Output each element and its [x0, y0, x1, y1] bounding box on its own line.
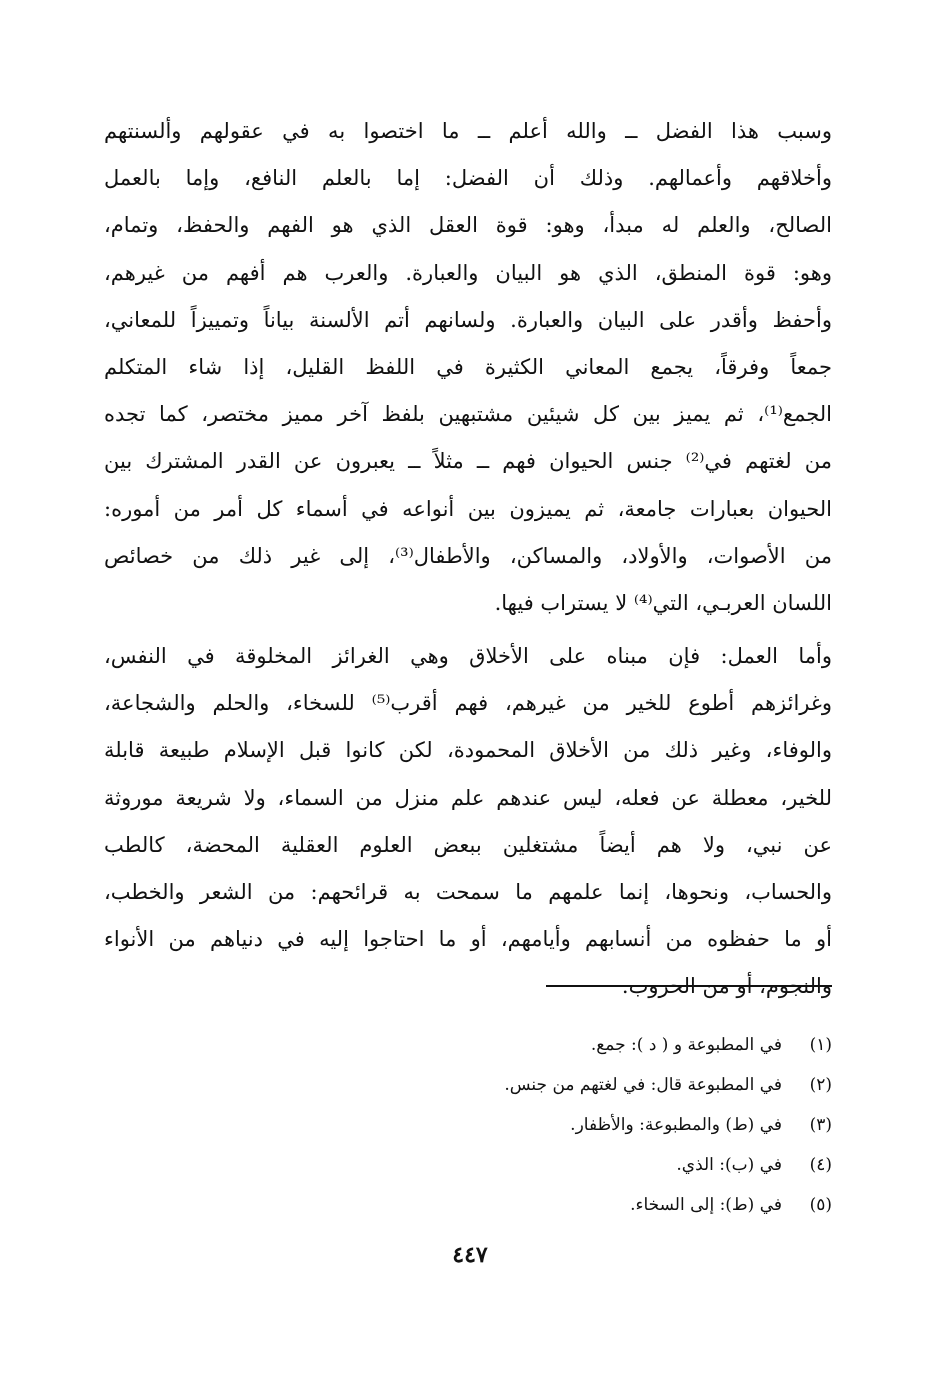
text-line: الحيوان بعبارات جامعة، ثم يميزون بين أنواعه في أسماء كل أمر من أموره: [104, 496, 832, 521]
text-line: وهو: قوة المنطق، الذي هو البيان والعبارة. والعرب هم أفهم من غيرهم، [104, 260, 832, 285]
footnote-number: (٥) [809, 1195, 832, 1215]
text-line: جمعاً وفرقاً، يجمع المعاني الكثيرة في اللفظ القليل، إذا شاء المتكلم [104, 354, 832, 379]
text-line: من الأصوات، والأولاد، والمساكن، والأطفال⁽³⁾، إلى غير ذلك من خصائص [104, 543, 832, 568]
footnote [104, 1185, 832, 1225]
main-text [104, 108, 832, 1011]
text-line: اللسان العربـي، التي⁽⁴⁾ لا يستراب فيها. [494, 590, 832, 615]
footnote-text: في (ب): الذي. [676, 1155, 782, 1175]
footnote-text: في (ط) والمطبوعة: والأظفار. [570, 1115, 782, 1135]
paragraph-1 [104, 108, 832, 627]
footnote-text: في المطبوعة قال: في لغتهم من جنس. [504, 1075, 782, 1095]
footnote-number: (٣) [809, 1115, 832, 1135]
text-line: وغرائزهم أطوع للخير من غيرهم، فهم أقرب⁽⁵⁾ للسخاء، والحلم والشجاعة، [104, 691, 832, 716]
text-line: عن نبي، ولا هم أيضاً مشتغلين ببعض العلوم العقلية المحضة، كالطب [104, 832, 832, 857]
text-line: وأخلاقهم وأعمالهم. وذلك أن الفضل: إما بالعلم النافع، وإما بالعمل [104, 166, 832, 191]
footnotes [104, 1025, 832, 1225]
text-line: من لغتهم في⁽²⁾ جنس الحيوان فهم ــ مثلاً ــ يعبرون عن القدر المشترك بين [104, 449, 832, 474]
text-line: للخير، معطلة عن فعله، ليس عندهم علم منزل من السماء، ولا شريعة موروثة [104, 785, 832, 810]
footnote [104, 1065, 832, 1105]
text-line: والنجوم، أو من الحروب. [621, 974, 832, 999]
footnote [104, 1025, 832, 1065]
footnote-number: (٢) [809, 1075, 832, 1095]
text-line: وأحفظ وأقدر على البيان والعبارة. ولسانهم أتم الألسنة بياناً وتمييزاً للمعاني، [104, 307, 832, 332]
text-line: والحساب، ونحوها، إنما علمهم ما سمحت به قرائحهم: من الشعر والخطب، [104, 880, 832, 904]
text-line: الجمع⁽¹⁾، ثم يميز بين كل شيئين مشتبهين بلفظ آخر مميز مختصر، كما تجده [104, 402, 832, 427]
text-line: والوفاء، وغير ذلك من الأخلاق المحمودة، لكن كانوا قبل الإسلام طبيعة قابلة [104, 738, 832, 763]
text-line: وأما العمل: فإن مبناه على الأخلاق وهي الغرائز المخلوقة في النفس، [104, 644, 832, 669]
text-line: الصالح، والعلم له مبدأ، وهو: قوة العقل الذي هو الفهم والحفظ، وتمام، [104, 213, 832, 238]
footnote-number: (١) [809, 1035, 832, 1055]
footnote-separator [546, 985, 832, 987]
footnote [104, 1145, 832, 1185]
footnote-number: (٤) [809, 1155, 832, 1175]
text-line: أو ما حفظوه من أنسابهم وأيامهم، أو ما احتاجوا إليه في دنياهم من الأنواء [104, 927, 832, 952]
footnote [104, 1105, 832, 1145]
footnote-text: في المطبوعة و ( د ): جمع. [590, 1035, 782, 1055]
text-line: وسبب هذا الفضل ــ والله أعلم ــ ما اختصوا به في عقولهم وألسنتهم [104, 119, 832, 143]
paragraph-2 [104, 633, 832, 1011]
page-number: ٤٤٧ [452, 1242, 488, 1268]
footnote-text: في (ط): إلى السخاء. [630, 1195, 782, 1215]
